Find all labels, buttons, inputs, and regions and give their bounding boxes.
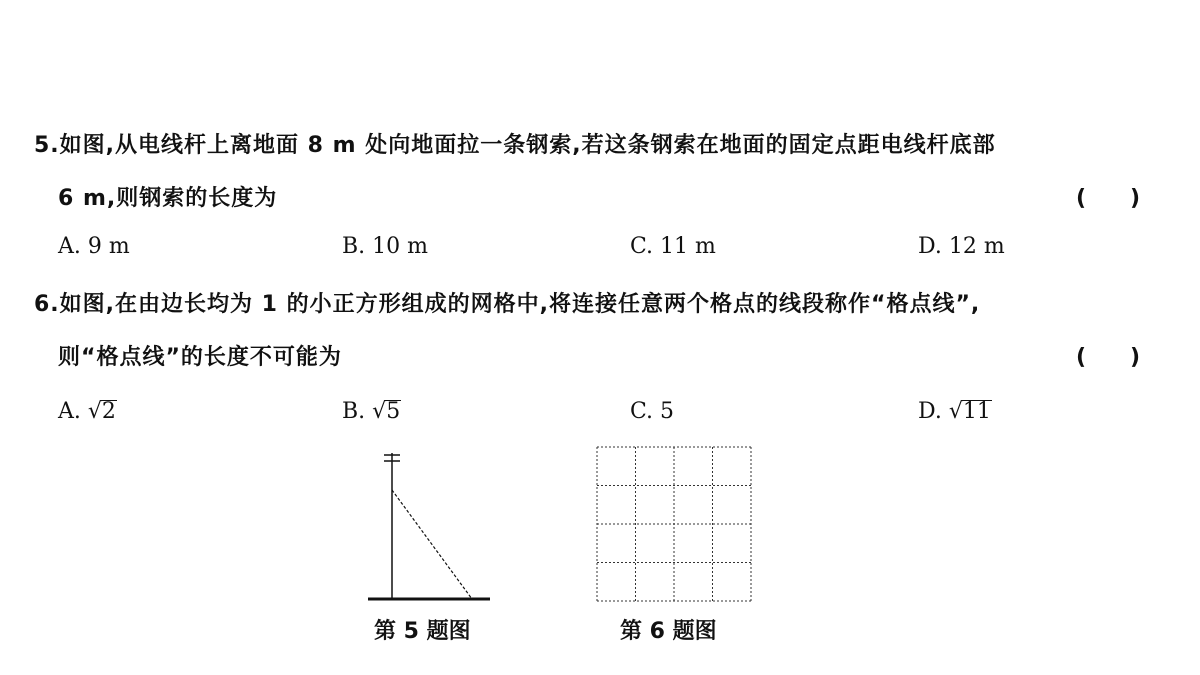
q6-stem-line1: 6.如图,在由边长均为 1 的小正方形组成的网格中,将连接任意两个格点的线段称作“格点线”,: [34, 292, 981, 317]
q6-stem-line2: 则“格点线”的长度不可能为: [58, 345, 342, 370]
q5-stem-line2: 6 m,则钢索的长度为: [58, 186, 278, 211]
q5-option-b: B. 10 m: [342, 234, 429, 259]
q6-option-d-radicand: 11: [962, 399, 991, 424]
q6-option-c: C. 5: [630, 399, 675, 424]
q6-answer-bracket: ( ): [1076, 345, 1141, 370]
q6-option-a-sqrt: √2: [87, 399, 116, 424]
q6-option-b-label: B.: [342, 399, 366, 424]
q5-stem-line1: 5.如图,从电线杆上离地面 8 m 处向地面拉一条钢索,若这条钢索在地面的固定点距电线杆底部: [34, 133, 996, 158]
steel-cable: [392, 490, 472, 599]
figure-5-caption: 第 5 题图: [374, 619, 471, 644]
figure-6-grid-diagram: [595, 445, 755, 605]
q6-option-b: [342, 399, 401, 424]
q6-option-d-sqrt: √11: [948, 399, 991, 424]
q5-answer-bracket: ( ): [1076, 186, 1141, 211]
q6-option-b-radicand: 5: [386, 399, 401, 424]
figure-5-pole-diagram: [360, 445, 500, 605]
q5-option-c: C. 11 m: [630, 234, 716, 259]
q5-option-a: A. 9 m: [58, 234, 130, 259]
q6-option-b-sqrt: √5: [372, 399, 401, 424]
grid-lines: [597, 447, 751, 601]
q6-option-a-label: A.: [58, 399, 81, 424]
q6-option-d-label: D.: [918, 399, 942, 424]
figure-6-caption: 第 6 题图: [620, 619, 717, 644]
q6-option-a: [58, 399, 117, 424]
q6-option-a-radicand: 2: [101, 399, 116, 424]
q5-option-d: D. 12 m: [918, 234, 1005, 259]
q6-option-d: [918, 399, 992, 424]
